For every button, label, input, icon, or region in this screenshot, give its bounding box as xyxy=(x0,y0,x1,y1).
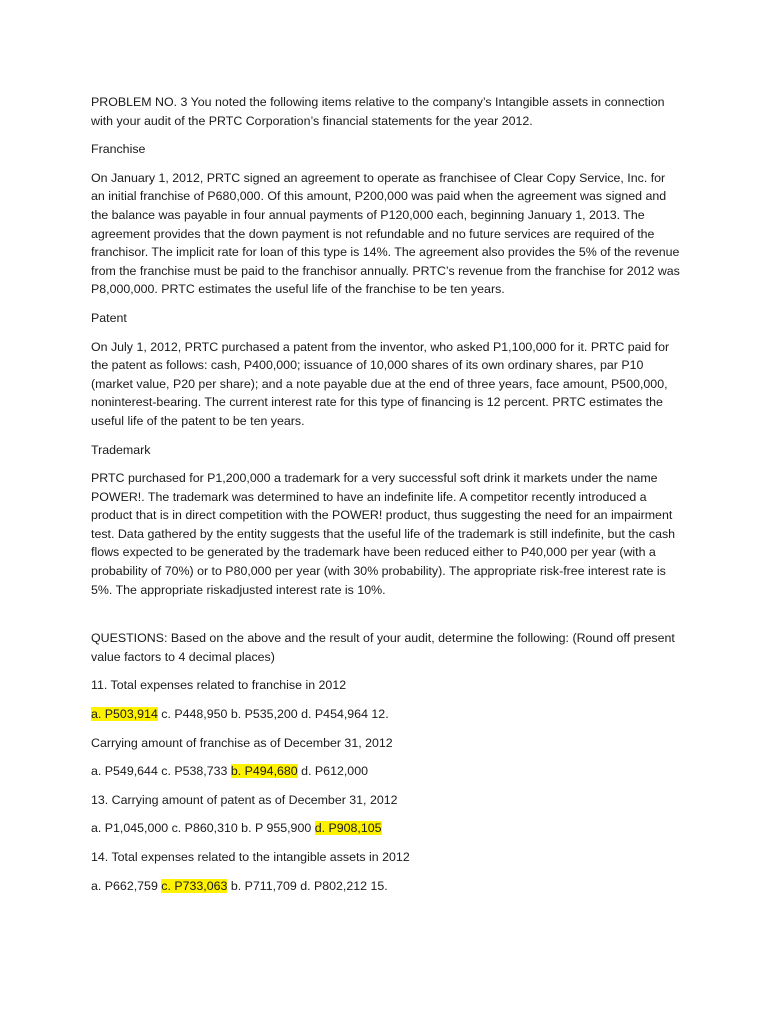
question-11: 11. Total expenses related to franchise in 2012 xyxy=(91,678,347,693)
franchise-heading: Franchise xyxy=(91,142,146,157)
highlighted-answer-14: c. P733,063 xyxy=(161,878,228,893)
answer-13-choices-pre: a. P1,045,000 c. P860,310 b. P 955,900 xyxy=(91,821,315,836)
question-13: 13. Carrying amount of patent as of December 31, 2012 xyxy=(91,792,398,807)
questions-intro: QUESTIONS: Based on the above and the result of your audit, determine the following: (Round off present value factors to 4 decimal places) xyxy=(91,631,675,664)
question-14: 14. Total expenses related to the intangible assets in 2012 xyxy=(91,850,410,864)
document-page xyxy=(91,93,681,905)
answer-14-choices-pre: a. P662,759 xyxy=(91,878,162,893)
problem-intro: PROBLEM NO. 3 You noted the following items relative to the company’s Intangible assets in connection with your audit of the PRTC Corporation’s financial statements for the year 2012. xyxy=(91,95,665,128)
answer-12 xyxy=(91,762,681,781)
answer-11-choices: c. P448,950 b. P535,200 d. P454,964 12. xyxy=(157,707,389,722)
patent-heading: Patent xyxy=(91,310,127,325)
question-12: Carrying amount of franchise as of December 31, 2012 xyxy=(91,735,393,750)
answer-11 xyxy=(91,705,681,724)
answer-12-choices-pre: a. P549,644 c. P538,733 xyxy=(91,764,231,779)
answer-14 xyxy=(91,877,681,896)
patent-paragraph: On July 1, 2012, PRTC purchased a patent from the inventor, who asked P1,100,000 for it. PRTC paid for the patent as follows: cash, P400,000; issuance of 10,000 shares of its own ordinary shares, par P10 (market value, P20 per share); and a note payable due at the end of three years, face amount, P500,000, noninterest-bearing. The current interest rate for this type of financing is 12 percent. PRTC estimates the useful life of the patent to be ten years. xyxy=(91,339,670,428)
answer-14-choices-post: b. P711,709 d. P802,212 15. xyxy=(227,878,388,893)
highlighted-answer-13: d. P908,105 xyxy=(314,821,382,836)
trademark-heading: Trademark xyxy=(91,442,151,457)
highlighted-answer-12: b. P494,680 xyxy=(230,764,298,779)
answer-12-choices-post: d. P612,000 xyxy=(297,764,368,779)
trademark-paragraph: PRTC purchased for P1,200,000 a trademark for a very successful soft drink it markets under the name POWER!. The trademark was determined to have an indefinite life. A competitor recently introduced a product that is in direct competition with the POWER! product, thus suggesting the need for an impairment test. Data gathered by the entity suggests that the useful life of the trademark is still indefinite, but the cash flows expected to be generated by the trademark have been reduced either to P40,000 per year (with a probability of 70%) or to P80,000 per year (with 30% probability). The appropriate risk-free interest rate is 5%. The appropriate riskadjusted interest rate is 10%. xyxy=(91,471,676,597)
answer-13 xyxy=(91,819,681,838)
highlighted-answer-11: a. P503,914 xyxy=(91,707,158,722)
franchise-paragraph: On January 1, 2012, PRTC signed an agreement to operate as franchisee of Clear Copy Service, Inc. for an initial franchise of P680,000. Of this amount, P200,000 was paid when the agreement was signed and the balance was payable in four annual payments of P120,000 each, beginning January 1, 2013. The agreement provides that the down payment is not refundable and no future services are required of the franchisor. The implicit rate for loan of this type is 14%. The agreement also provides the 5% of the revenue from the franchise must be paid to the franchisor annually. PRTC’s revenue from the franchise for 2012 was P8,000,000. PRTC estimates the useful life of the franchise to be ten years. xyxy=(91,170,680,297)
